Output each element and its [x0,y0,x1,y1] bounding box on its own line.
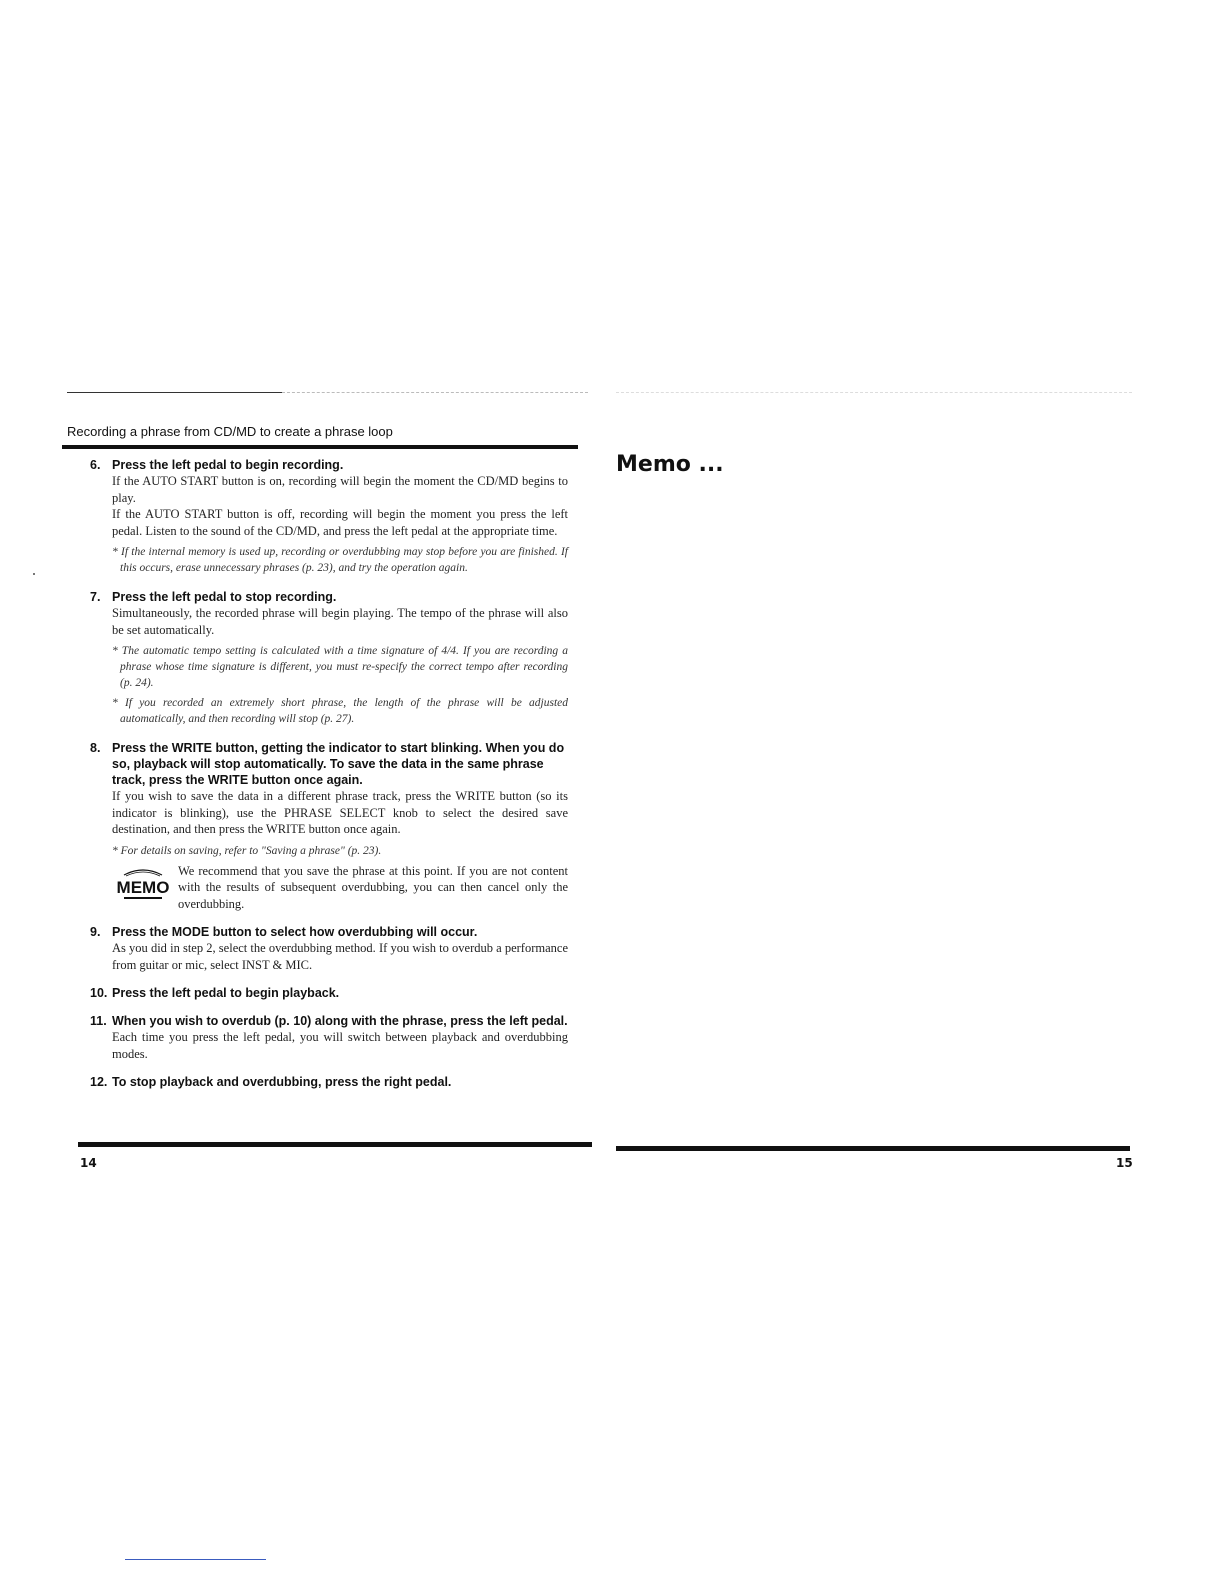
step-7 [90,589,568,727]
header-rule [62,445,578,449]
step-note: * The automatic tempo setting is calculated with a time signature of 4/4. If you are recording a phrase whose time signature is different, you must re-specify the correct tempo after recording (p. 24). [112,645,568,689]
footer-rule-right [616,1146,1130,1151]
step-note: * If you recorded an extremely short phrase, the length of the phrase will be adjusted automatically, and then recording will stop (p. 27). [112,697,568,725]
step-11 [90,1013,568,1062]
step-paragraph: If the AUTO START button is off, recording will begin the moment you press the left pedal. Listen to the sound of the CD/MD, and press the left pedal at the appropriate time. [112,507,568,538]
step-number: 10. [90,986,108,1000]
step-number: 12. [90,1075,108,1089]
footer-rule-left [78,1142,592,1147]
step-number: 7. [90,590,101,604]
step-paragraph: If you wish to save the data in a different phrase track, press the WRITE button (so its indicator is blinking), use the PHRASE SELECT knob to select the desired save destination, and then press the WRITE button once again. [112,789,568,836]
step-12 [90,1074,568,1090]
step-title: Press the left pedal to stop recording. [112,590,337,604]
page-number-left: 14 [80,1156,97,1170]
step-title: Press the WRITE button, getting the indicator to start blinking. When you do so, playback will stop automatically. To save the data in the same phrase track, press the WRITE button once again. [112,741,565,787]
memo-icon [112,863,178,903]
step-number: 9. [90,925,101,939]
margin-dot [33,573,35,575]
step-10 [90,985,568,1001]
bottom-link-rule [125,1559,266,1560]
memo-callout [112,863,568,913]
step-paragraph: If the AUTO START button is on, recording will begin the moment the CD/MD begins to play. [112,474,568,505]
step-title: When you wish to overdub (p. 10) along with the phrase, press the left pedal. [112,1014,568,1028]
step-paragraph: Each time you press the left pedal, you will switch between playback and overdubbing modes. [112,1030,568,1061]
step-number: 11. [90,1014,107,1028]
step-9 [90,924,568,973]
top-rule-dashed [282,392,588,393]
step-number: 8. [90,741,101,755]
page-number-right: 15 [1116,1156,1133,1170]
step-title: To stop playback and overdubbing, press the right pedal. [112,1075,452,1089]
top-rule-right-dashed [616,392,1132,393]
step-note: * If the internal memory is used up, recording or overdubbing may stop before you are finished. If this occurs, erase unnecessary phrases (p. 23), and try the operation again. [112,546,568,574]
step-8 [90,740,568,912]
step-6 [90,457,568,576]
section-header: Recording a phrase from CD/MD to create a phrase loop [67,424,393,439]
step-title: Press the left pedal to begin recording. [112,458,344,472]
step-number: 6. [90,458,101,472]
memo-text: We recommend that you save the phrase at this point. If you are not content with the results of subsequent overdubbing, you can then cancel only the overdubbing. [178,863,568,911]
step-note: * For details on saving, refer to "Saving a phrase" (p. 23). [112,844,382,857]
step-paragraph: Simultaneously, the recorded phrase will begin playing. The tempo of the phrase will also be set automatically. [112,606,568,637]
top-rule-left [67,392,282,393]
memo-page-title: Memo ... [616,452,724,477]
memo-icon-label: MEMO [116,877,170,897]
instruction-column [90,457,568,1090]
step-paragraph: As you did in step 2, select the overdubbing method. If you wish to overdub a performance from guitar or mic, select INST & MIC. [112,941,568,972]
step-title: Press the left pedal to begin playback. [112,986,340,1000]
step-title: Press the MODE button to select how overdubbing will occur. [112,925,478,939]
